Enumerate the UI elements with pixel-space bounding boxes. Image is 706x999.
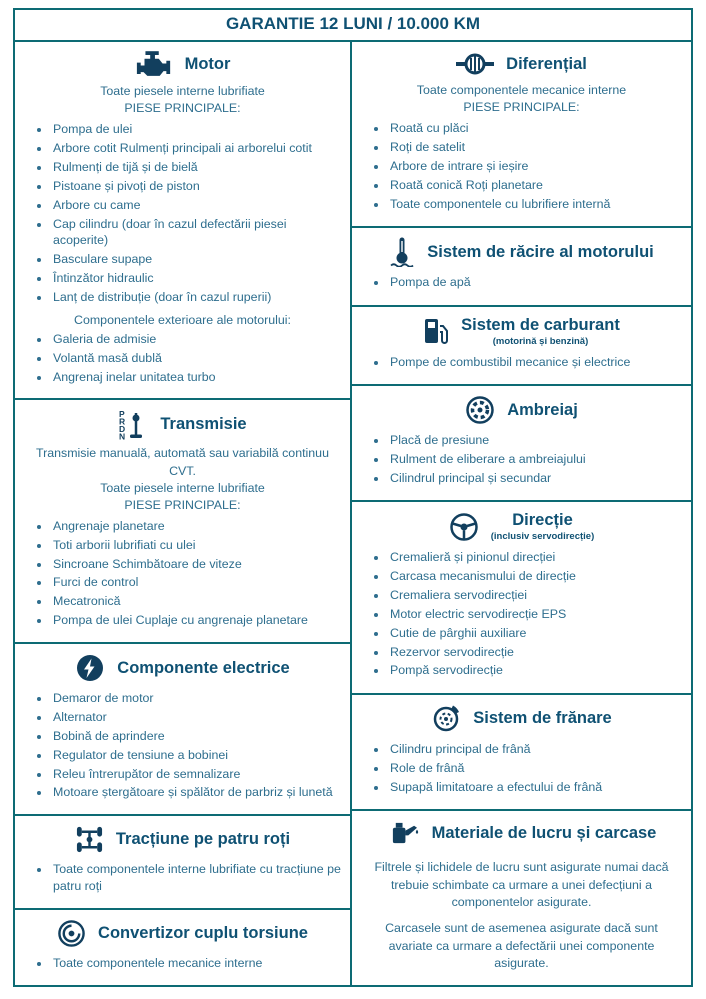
section-title: Transmisie: [160, 415, 247, 434]
list-item: • Toate componentele cu lubrifiere internă: [388, 196, 682, 213]
list-item: • Alternator: [51, 709, 341, 726]
list-item: • Motoare ștergătoare și spălător de parbriz și lunetă: [51, 784, 341, 801]
clutch-disc-icon: [465, 395, 495, 425]
list-item: • Volantă masă dublă: [51, 350, 341, 367]
bullet-list: [361, 549, 682, 679]
section-transmisie: [13, 398, 352, 644]
list-item: • Pompa de apă: [388, 274, 682, 291]
list-item: • Arbore cu came: [51, 197, 341, 214]
svg-text:N: N: [119, 431, 126, 441]
engine-icon: [135, 51, 173, 78]
list-item: • Arbore de intrare și ieșire: [388, 158, 682, 175]
section-subheading: Componentele exterioare ale motorului:: [74, 312, 291, 327]
bullet-list: [361, 354, 682, 371]
section-title: Sistem de frănare: [473, 709, 612, 728]
bullet-list: [24, 121, 341, 306]
list-item: • Pistoane și pivoți de piston: [51, 178, 341, 195]
section-diferential-header: [361, 45, 682, 80]
bullet-list: [24, 690, 341, 801]
list-item: • Cilindru principal de frână: [388, 741, 682, 758]
list-item: • Pompe de combustibil mecanice și electrice: [388, 354, 682, 371]
list-item: • Mecatronică: [51, 593, 341, 610]
list-item: • Pompă servodirecție: [388, 662, 682, 679]
section-title: Sistem de carburant: [461, 315, 620, 334]
list-item: • Întinzător hidraulic: [51, 270, 341, 287]
list-item: • Carcasa mecanismului de direcție: [388, 568, 682, 585]
right-column: [350, 40, 693, 987]
list-item: • Role de frână: [388, 760, 682, 777]
list-item: • Bobină de aprindere: [51, 728, 341, 745]
section-materiale-header: [361, 814, 682, 850]
section-electrice-header: [24, 647, 341, 686]
list-item: • Regulator de tensiune a bobinei: [51, 747, 341, 764]
list-item: • Cilindrul principal și secundar: [388, 470, 682, 487]
section-ambreiaj: [350, 384, 693, 502]
section-directie-header: [361, 505, 682, 545]
list-item: • Releu întrerupător de semnalizare: [51, 766, 341, 783]
thermometer-icon: [389, 237, 415, 267]
fuel-pump-icon: [423, 317, 449, 345]
oil-can-icon: [387, 820, 420, 847]
left-column: [13, 40, 352, 987]
list-item: • Cutie de pârghii auxiliare: [388, 625, 682, 642]
section-racire-header: [361, 231, 682, 270]
list-item: • Toate componentele mecanice interne: [51, 955, 341, 972]
section-tractiune-header: [24, 819, 341, 857]
list-item: • Galeria de admisie: [51, 331, 341, 348]
list-item: • Toti arborii lubrifiati cu ulei: [51, 537, 341, 554]
section-directie: [350, 500, 693, 695]
section-title: Direcție: [512, 511, 573, 530]
list-item: • Cap cilindru (doar în cazul defectării piesei acoperite): [51, 216, 341, 250]
steering-wheel-icon: [449, 512, 479, 542]
list-item: • Pompa de ulei: [51, 121, 341, 138]
section-subtitle: (inclusiv servodirecție): [490, 531, 595, 543]
section-franare: [350, 693, 693, 811]
page-title: GARANTIE 12 LUNI / 10.000 KM: [13, 8, 693, 42]
section-paragraph: Carcasele sunt de asemenea asigurate dacă sunt avariate ca urmare a defectării unei componente asigurate.: [385, 921, 658, 970]
section-title-group: [491, 511, 594, 542]
list-item: • Cremaliera servodirecției: [388, 587, 682, 604]
section-transmisie-header: [24, 403, 341, 443]
section-convertizor: [13, 908, 352, 987]
list-item: • Placă de presiune: [388, 432, 682, 449]
svg-text:P: P: [119, 409, 126, 420]
section-convertizor-header: [24, 913, 341, 951]
section-intro: Transmisie manuală, automată sau variabilă continuu CVT. Toate piesele interne lubrifiate PIESE PRINCIPALE:: [36, 446, 329, 512]
bullet-list: [24, 861, 341, 895]
section-intro: Toate piesele interne lubrifiate PIESE PRINCIPALE:: [100, 84, 265, 116]
list-item: • Motor electric servodirecție EPS: [388, 606, 682, 623]
list-item: • Roată cu plăci: [388, 120, 682, 137]
list-item: • Pompa de ulei Cuplaje cu angrenaje planetare: [51, 612, 341, 629]
list-item: • Rulment de eliberare a ambreiajului: [388, 451, 682, 468]
four-wheel-drive-icon: [75, 825, 104, 854]
list-item: • Basculare supape: [51, 251, 341, 268]
section-title: Motor: [184, 55, 231, 74]
section-motor-header: [24, 45, 341, 81]
section-racire: [350, 226, 693, 307]
section-motor: [13, 40, 352, 400]
bullet-list: [361, 432, 682, 487]
list-item: • Furci de control: [51, 574, 341, 591]
section-title: Diferențial: [506, 54, 587, 73]
list-item: • Rezervor servodirecție: [388, 644, 682, 661]
section-ambreiaj-header: [361, 389, 682, 428]
section-subtitle: (motorină și benzină): [492, 335, 589, 347]
content-columns: [13, 40, 693, 987]
bullet-list: [24, 955, 341, 972]
list-item: • Sincroane Schimbătoare de viteze: [51, 556, 341, 573]
section-title-group: [461, 316, 620, 347]
section-franare-header: [361, 698, 682, 737]
list-item: • Rulmenți de tijă și de bielă: [51, 159, 341, 176]
section-carburant: [350, 305, 693, 386]
section-title: Sistem de răcire al motorului: [427, 242, 654, 261]
svg-text:R: R: [119, 416, 126, 427]
section-diferential: [350, 40, 693, 228]
list-item: • Cremalieră și pinionul direcției: [388, 549, 682, 566]
svg-text:D: D: [119, 424, 126, 435]
list-item: • Supapă limitatoare a efectului de frână: [388, 779, 682, 796]
list-item: • Roți de satelit: [388, 139, 682, 156]
brake-disc-icon: [431, 704, 461, 734]
section-title: Convertizor cuplu torsiune: [98, 924, 308, 943]
gear-shift-icon: [118, 409, 148, 440]
bullet-list: [361, 274, 682, 291]
differential-icon: [456, 51, 494, 77]
bullet-list: [24, 331, 341, 386]
list-item: • Roată conică Roți planetare: [388, 177, 682, 194]
section-componente-electrice: [13, 642, 352, 816]
list-item: • Angrenaj inelar unitatea turbo: [51, 369, 341, 386]
section-intro: Toate componentele mecanice interne PIESE PRINCIPALE:: [416, 83, 627, 115]
section-tractiune: [13, 814, 352, 910]
bullet-list: [361, 120, 682, 212]
list-item: • Lanț de distribuție (doar în cazul ruperii): [51, 289, 341, 306]
section-paragraph: Filtrele și lichidele de lucru sunt asigurate numai dacă trebuie schimbate ca urmare a unei defecțiuni a componentelor asigurate.: [374, 860, 669, 909]
torque-converter-icon: [57, 919, 86, 948]
list-item: • Angrenaje planetare: [51, 518, 341, 535]
section-title: Componente electrice: [117, 658, 290, 677]
lightning-icon: [75, 653, 105, 683]
list-item: • Arbore cotit Rulmenți principali ai arborelui cotit: [51, 140, 341, 157]
bullet-list: [361, 741, 682, 796]
section-materiale: [350, 809, 693, 987]
list-item: • Toate componentele interne lubrifiate cu tracțiune pe patru roți: [51, 861, 341, 895]
section-carburant-header: [361, 310, 682, 350]
section-title: Materiale de lucru și carcase: [431, 824, 657, 843]
section-title: Ambreiaj: [507, 400, 578, 419]
bullet-list: [24, 518, 341, 629]
list-item: • Demaror de motor: [51, 690, 341, 707]
section-title: Tracțiune pe patru roți: [115, 830, 291, 849]
